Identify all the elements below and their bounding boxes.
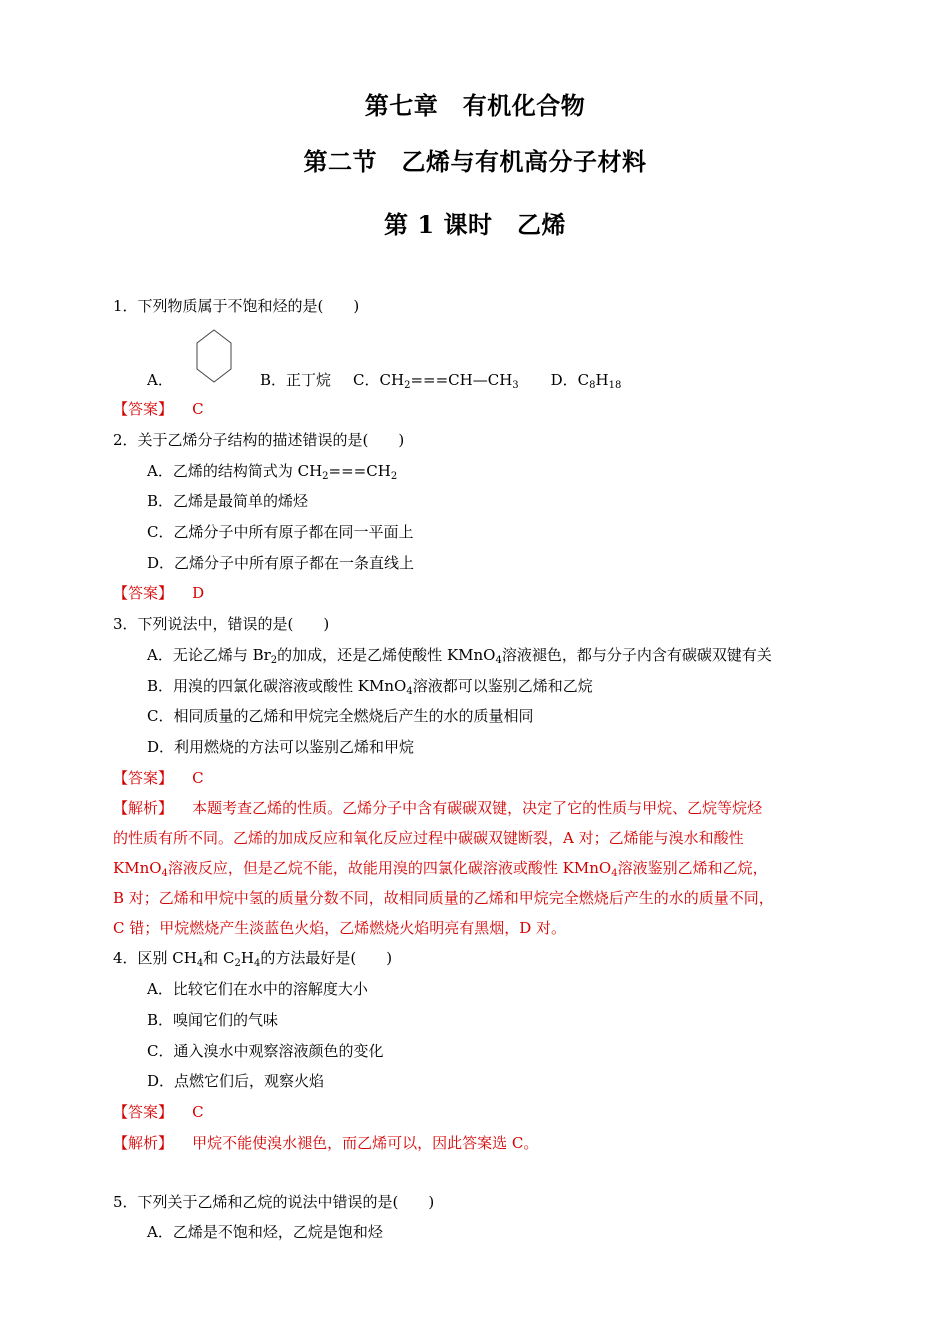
q1-option-b: B．正丁烷 xyxy=(260,371,332,389)
q3-option-c: C．相同质量的乙烯和甲烷完全燃烧后产生的水的质量相同 xyxy=(147,707,534,725)
q3-explanation-line-3: KMnO$_4$溶液反应，但是乙烷不能，故能用溴的四氯化碳溶液或酸性 KMnO$_4$溶液鉴别乙烯和乙烷， xyxy=(113,859,768,879)
q4-option-c: C．通入溴水中观察溶液颜色的变化 xyxy=(147,1042,384,1060)
question-4-stem: 4．区别 $CH_4$和 $C_2H_4$的方法最好是( ) xyxy=(113,949,393,969)
q4-answer: 【答案】 C xyxy=(113,1103,204,1121)
q3-explanation-line-4: B 对；乙烯和甲烷中氢的质量分数不同，故相同质量的乙烯和甲烷完全燃烧后产生的水的质量不同， xyxy=(113,889,774,907)
chapter-title: 第七章 有机化合物 xyxy=(364,91,586,120)
q3-explanation-line-5: C 错；甲烷燃烧产生淡蓝色火焰，乙烯燃烧火焰明亮有黑烟，D 对。 xyxy=(113,919,567,937)
cyclohexane-structure-icon xyxy=(193,328,235,384)
q1-option-c: C．$CH_2===CH—CH_3$ xyxy=(353,371,519,391)
q2-option-b: B．乙烯是最简单的烯烃 xyxy=(147,492,309,510)
question-1-stem: 1．下列物质属于不饱和烃的是( ) xyxy=(113,297,360,315)
q2-option-d: D．乙烯分子中所有原子都在一条直线上 xyxy=(147,554,415,572)
question-3-stem: 3．下列说法中，错误的是( ) xyxy=(113,615,330,633)
q3-answer: 【答案】 C xyxy=(113,769,204,787)
section-title: 第二节 乙烯与有机高分子材料 xyxy=(303,147,647,176)
q4-option-a: A．比较它们在水中的溶解度大小 xyxy=(147,980,368,998)
q4-option-b: B．嗅闻它们的气味 xyxy=(147,1011,279,1029)
q4-option-d: D．点燃它们后，观察火焰 xyxy=(147,1072,325,1090)
q5-option-a: A．乙烯是不饱和烃，乙烷是饱和烃 xyxy=(147,1223,383,1241)
q2-answer: 【答案】 D xyxy=(113,584,205,602)
question-2-stem: 2．关于乙烯分子结构的描述错误的是( ) xyxy=(113,431,405,449)
q4-explanation: 【解析】 甲烷不能使溴水褪色，而乙烯可以，因此答案选 C。 xyxy=(113,1134,539,1152)
q1-options-bcd xyxy=(260,369,621,391)
q1-option-a-label: A． xyxy=(147,371,173,389)
q3-option-d: D．利用燃烧的方法可以鉴别乙烯和甲烷 xyxy=(147,738,415,756)
q3-option-b: B．用溴的四氯化碳溶液或酸性 KMnO$_4$溶液都可以鉴别乙烯和乙烷 xyxy=(147,677,593,697)
lesson-title: 第 1 课时 乙烯 xyxy=(384,210,566,239)
q1-answer: 【答案】 C xyxy=(113,400,204,418)
q3-explanation-line-2: 的性质有所不同。乙烯的加成反应和氧化反应过程中碳碳双键断裂，A 对；乙烯能与溴水和酸性 xyxy=(113,829,744,847)
q3-option-a: A．无论乙烯与 $Br_2$的加成，还是乙烯使酸性 KMnO$_4$溶液褪色，都与分子内含有碳碳双键有关 xyxy=(147,646,772,666)
q3-explanation-line-1: 【解析】 本题考查乙烯的性质。乙烯分子中含有碳碳双键，决定了它的性质与甲烷、乙烷等烷烃 xyxy=(113,799,763,817)
question-5-stem: 5．下列关于乙烯和乙烷的说法中错误的是( ) xyxy=(113,1193,435,1211)
q1-option-d: D．$C_8H_{18}$ xyxy=(550,371,622,391)
q2-option-c: C．乙烯分子中所有原子都在同一平面上 xyxy=(147,523,414,541)
q2-option-a: A．乙烯的结构简式为 $CH_2===CH_2$ xyxy=(147,462,398,482)
